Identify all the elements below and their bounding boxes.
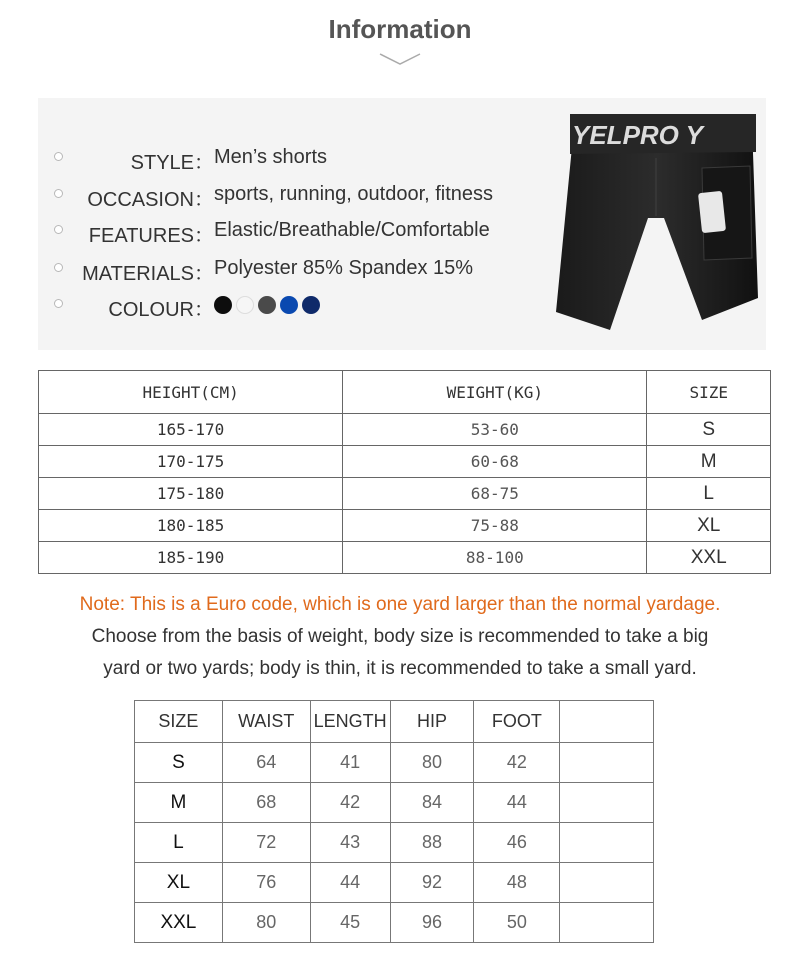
info-row-style bbox=[38, 142, 558, 172]
euro-code-note: Note: This is a Euro code, which is one yard larger than the normal yardage. bbox=[79, 594, 721, 615]
brand-text: YELPRO Y bbox=[572, 120, 704, 150]
table-cell: XL bbox=[647, 510, 771, 542]
table-cell: L bbox=[647, 478, 771, 510]
table-cell: 45 bbox=[310, 903, 390, 943]
info-label: OCCASION： bbox=[87, 189, 214, 211]
table-cell: XXL bbox=[135, 903, 223, 943]
info-value: Polyester 85% Spandex 15% bbox=[214, 257, 474, 279]
colour-swatch-grey bbox=[258, 296, 276, 314]
table-row bbox=[39, 414, 771, 446]
info-label: STYLE： bbox=[130, 152, 214, 174]
table-cell bbox=[560, 863, 654, 903]
bullet-icon bbox=[54, 299, 63, 308]
table-cell: 60-68 bbox=[343, 446, 647, 478]
table-cell: 44 bbox=[310, 863, 390, 903]
bullet-icon bbox=[54, 225, 63, 234]
colour-swatch-black bbox=[214, 296, 232, 314]
table-cell: 43 bbox=[310, 823, 390, 863]
table-cell: 88 bbox=[390, 823, 474, 863]
table-cell: S bbox=[135, 743, 223, 783]
info-value: sports, running, outdoor, fitness bbox=[214, 183, 494, 205]
table-cell: 92 bbox=[390, 863, 474, 903]
table-row bbox=[135, 823, 654, 863]
table-cell: 46 bbox=[474, 823, 560, 863]
table-row bbox=[39, 510, 771, 542]
info-row-colour bbox=[38, 289, 558, 319]
table-cell: 165-170 bbox=[39, 414, 343, 446]
chevron-down-icon bbox=[378, 50, 422, 68]
table-cell bbox=[560, 823, 654, 863]
table-row bbox=[135, 863, 654, 903]
product-image bbox=[552, 108, 762, 340]
table-header-row bbox=[135, 701, 654, 743]
column-header bbox=[560, 701, 654, 743]
colour-swatches bbox=[214, 296, 320, 314]
table-cell: 68-75 bbox=[343, 478, 647, 510]
table-row bbox=[39, 446, 771, 478]
column-header: HIP bbox=[390, 701, 474, 743]
colour-swatch-white bbox=[236, 296, 254, 314]
info-value: Elastic/Breathable/Comfortable bbox=[214, 219, 490, 241]
bullet-icon bbox=[54, 189, 63, 198]
info-label: MATERIALS： bbox=[82, 263, 214, 285]
table-cell: 64 bbox=[222, 743, 310, 783]
page-title: Information bbox=[328, 14, 472, 44]
column-header: SIZE bbox=[647, 371, 771, 414]
table-cell: 80 bbox=[390, 743, 474, 783]
column-header: LENGTH bbox=[310, 701, 390, 743]
info-row-features bbox=[38, 215, 558, 245]
table-cell: 80 bbox=[222, 903, 310, 943]
table-cell: 96 bbox=[390, 903, 474, 943]
table-cell: 75-88 bbox=[343, 510, 647, 542]
colour-label: COLOUR： bbox=[108, 299, 214, 321]
table-cell: M bbox=[135, 783, 223, 823]
table-cell: XXL bbox=[647, 542, 771, 574]
table-cell: 42 bbox=[474, 743, 560, 783]
table-cell bbox=[560, 783, 654, 823]
table-cell: 88-100 bbox=[343, 542, 647, 574]
table-cell: 180-185 bbox=[39, 510, 343, 542]
table-row bbox=[135, 743, 654, 783]
table-cell: 41 bbox=[310, 743, 390, 783]
table-cell: M bbox=[647, 446, 771, 478]
column-header: WAIST bbox=[222, 701, 310, 743]
table-header-row bbox=[39, 371, 771, 414]
column-header: HEIGHT(CM) bbox=[39, 371, 343, 414]
table-cell bbox=[560, 903, 654, 943]
info-row-materials bbox=[38, 253, 558, 283]
bullet-icon bbox=[54, 263, 63, 272]
info-label: FEATURES： bbox=[88, 225, 214, 247]
info-row-occasion bbox=[38, 179, 558, 209]
size-chart-table bbox=[38, 370, 771, 574]
colour-swatch-blue bbox=[280, 296, 298, 314]
table-row bbox=[135, 783, 654, 823]
column-header: FOOT bbox=[474, 701, 560, 743]
table-row bbox=[135, 903, 654, 943]
table-cell: 44 bbox=[474, 783, 560, 823]
table-cell: 48 bbox=[474, 863, 560, 903]
table-cell: XL bbox=[135, 863, 223, 903]
table-cell: 170-175 bbox=[39, 446, 343, 478]
table-cell: 185-190 bbox=[39, 542, 343, 574]
table-cell: 72 bbox=[222, 823, 310, 863]
table-cell: 76 bbox=[222, 863, 310, 903]
table-cell: 175-180 bbox=[39, 478, 343, 510]
table-cell: 68 bbox=[222, 783, 310, 823]
recommendation-line-2: yard or two yards; body is thin, it is recommended to take a small yard. bbox=[103, 658, 697, 679]
table-cell: L bbox=[135, 823, 223, 863]
info-value: Men’s shorts bbox=[214, 146, 328, 168]
table-cell bbox=[560, 743, 654, 783]
measurement-table bbox=[134, 700, 654, 943]
table-cell: S bbox=[647, 414, 771, 446]
column-header: SIZE bbox=[135, 701, 223, 743]
table-row bbox=[39, 478, 771, 510]
colour-swatch-navy bbox=[302, 296, 320, 314]
column-header: WEIGHT(KG) bbox=[343, 371, 647, 414]
table-cell: 50 bbox=[474, 903, 560, 943]
table-cell: 42 bbox=[310, 783, 390, 823]
table-cell: 53-60 bbox=[343, 414, 647, 446]
table-row bbox=[39, 542, 771, 574]
table-cell: 84 bbox=[390, 783, 474, 823]
recommendation-line-1: Choose from the basis of weight, body size is recommended to take a big bbox=[91, 626, 709, 647]
bullet-icon bbox=[54, 152, 63, 161]
